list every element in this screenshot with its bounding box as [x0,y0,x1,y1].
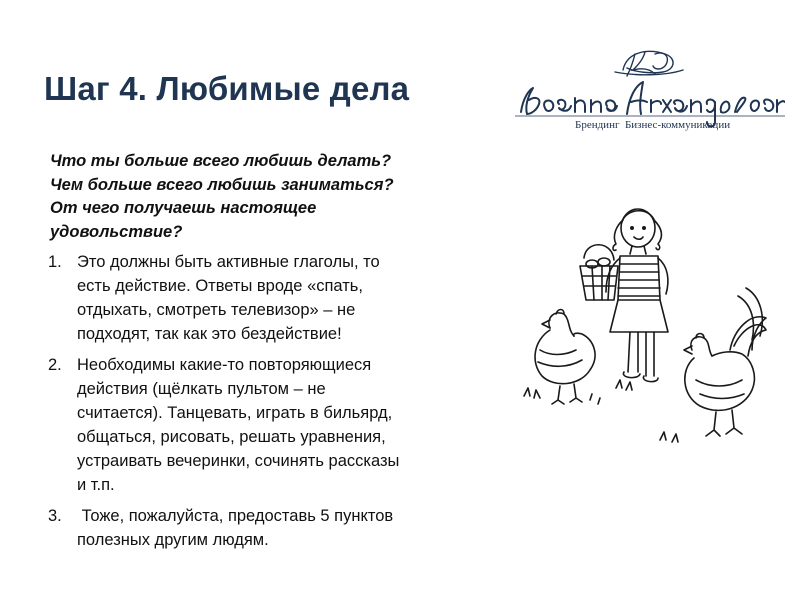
list-item-line: полезных другим людям. [77,531,269,549]
list-item-line: Необходимы какие-то повторяющиеся [77,356,372,374]
list-item-line: считается). Танцевать, играть в бильярд, [77,404,393,422]
question-line: удовольствие? [50,222,183,241]
list-item-line: подходят, так как это бездействие! [77,325,342,343]
list-item-line: общаться, рисовать, решать уравнения, [77,428,386,446]
list-item [48,504,488,552]
list-item-number: 1. [48,253,62,271]
list-item-number: 3. [48,507,62,525]
steps-list [48,250,488,559]
question-line: От чего получаешь настоящее [50,199,317,217]
list-item-line: действия (щёлкать пультом – не [77,380,326,398]
slide-title: Шаг 4. Любимые дела [44,70,410,107]
list-item-line: Это должны быть активные глаголы, то [77,253,380,271]
questions-block [50,150,480,244]
list-item-line: есть действие. Ответы вроде «спать, [77,277,363,295]
girl-with-basket-and-chickens-illustration [520,200,770,455]
list-item-line: Тоже, пожалуйста, предоставь 5 пунктов [77,507,394,525]
list-item-line: устраивать вечеринки, сочинять рассказы [77,452,400,470]
list-item-number: 2. [48,356,62,374]
list-item [48,250,488,346]
list-item-line: и т.п. [77,476,115,494]
logo-tagline: Брендинг Бизнес-коммуникации [575,119,731,131]
question-line: Чем больше всего любишь заниматься? [50,175,394,194]
list-item [48,353,488,497]
question-line: Что ты больше всего любишь делать? [50,152,392,170]
list-item-line: отдыхать, смотреть телевизор» – не [77,301,356,319]
brand-logo [515,42,785,132]
